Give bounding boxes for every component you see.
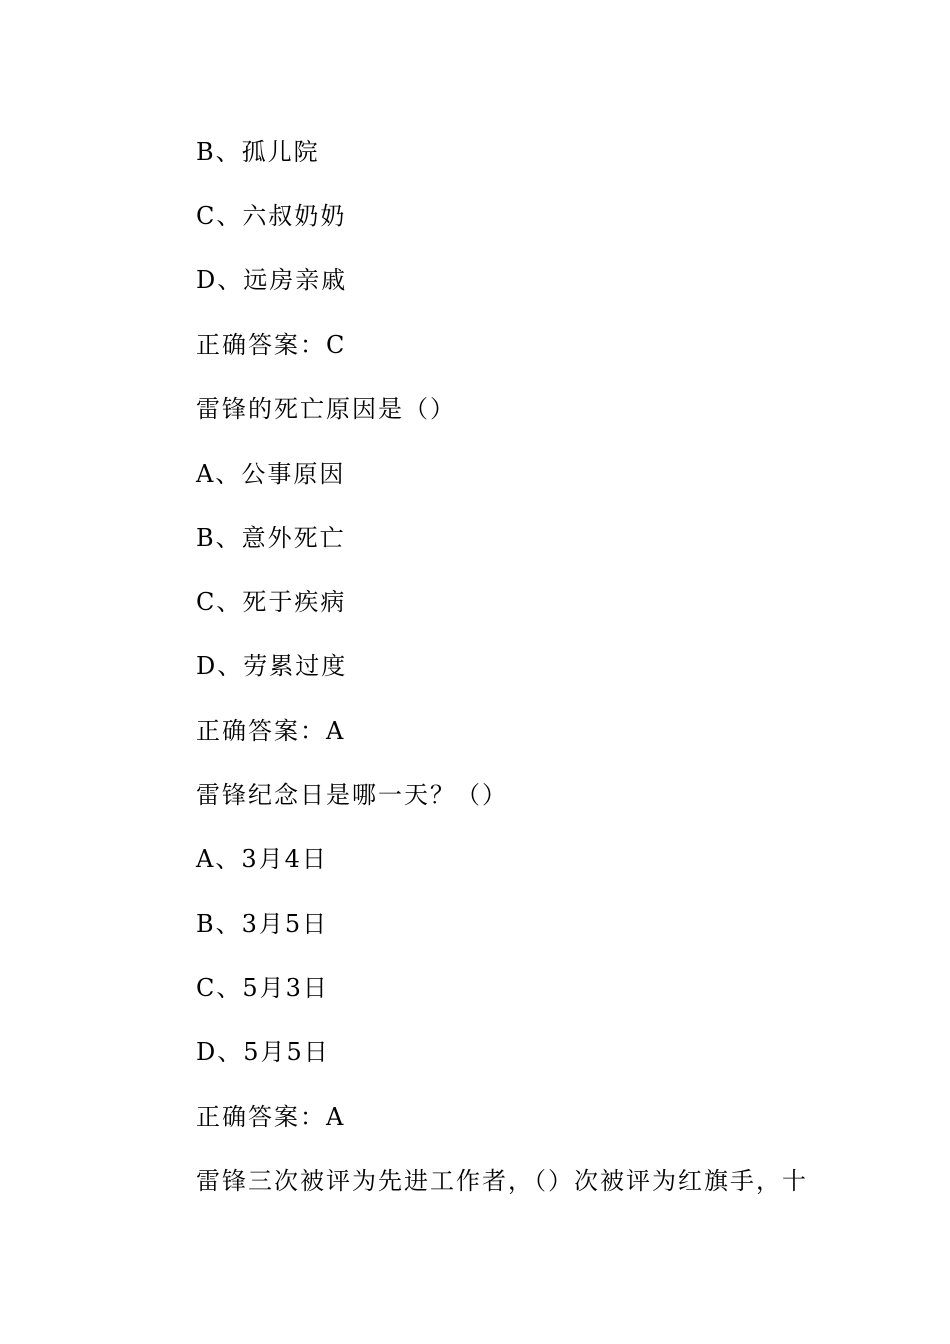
option-b-text: B、3月5日 bbox=[196, 910, 329, 938]
option-c-text: C、六叔奶奶 bbox=[196, 202, 347, 230]
option-a-text: A、公事原因 bbox=[196, 460, 346, 488]
option-b-text: B、孤儿院 bbox=[196, 138, 320, 166]
option-c-text: C、5月3日 bbox=[196, 974, 329, 1002]
option-d-text: D、劳累过度 bbox=[196, 652, 348, 680]
question-text: 雷锋三次被评为先进工作者，（）次被评为红旗手，十 bbox=[196, 1167, 808, 1195]
question-text: 雷锋的死亡原因是（） bbox=[196, 395, 456, 423]
correct-answer-text: 正确答案：A bbox=[196, 1103, 346, 1131]
option-b-text: B、意外死亡 bbox=[196, 524, 346, 552]
option-c-text: C、死于疾病 bbox=[196, 588, 347, 616]
option-d-text: D、远房亲戚 bbox=[196, 266, 348, 294]
correct-answer-text: 正确答案：A bbox=[196, 717, 346, 745]
option-a-text: A、3月4日 bbox=[196, 845, 328, 873]
question-text: 雷锋纪念日是哪一天？（） bbox=[196, 781, 508, 809]
correct-answer-text: 正确答案：C bbox=[196, 331, 347, 359]
option-d-text: D、5月5日 bbox=[196, 1038, 330, 1066]
